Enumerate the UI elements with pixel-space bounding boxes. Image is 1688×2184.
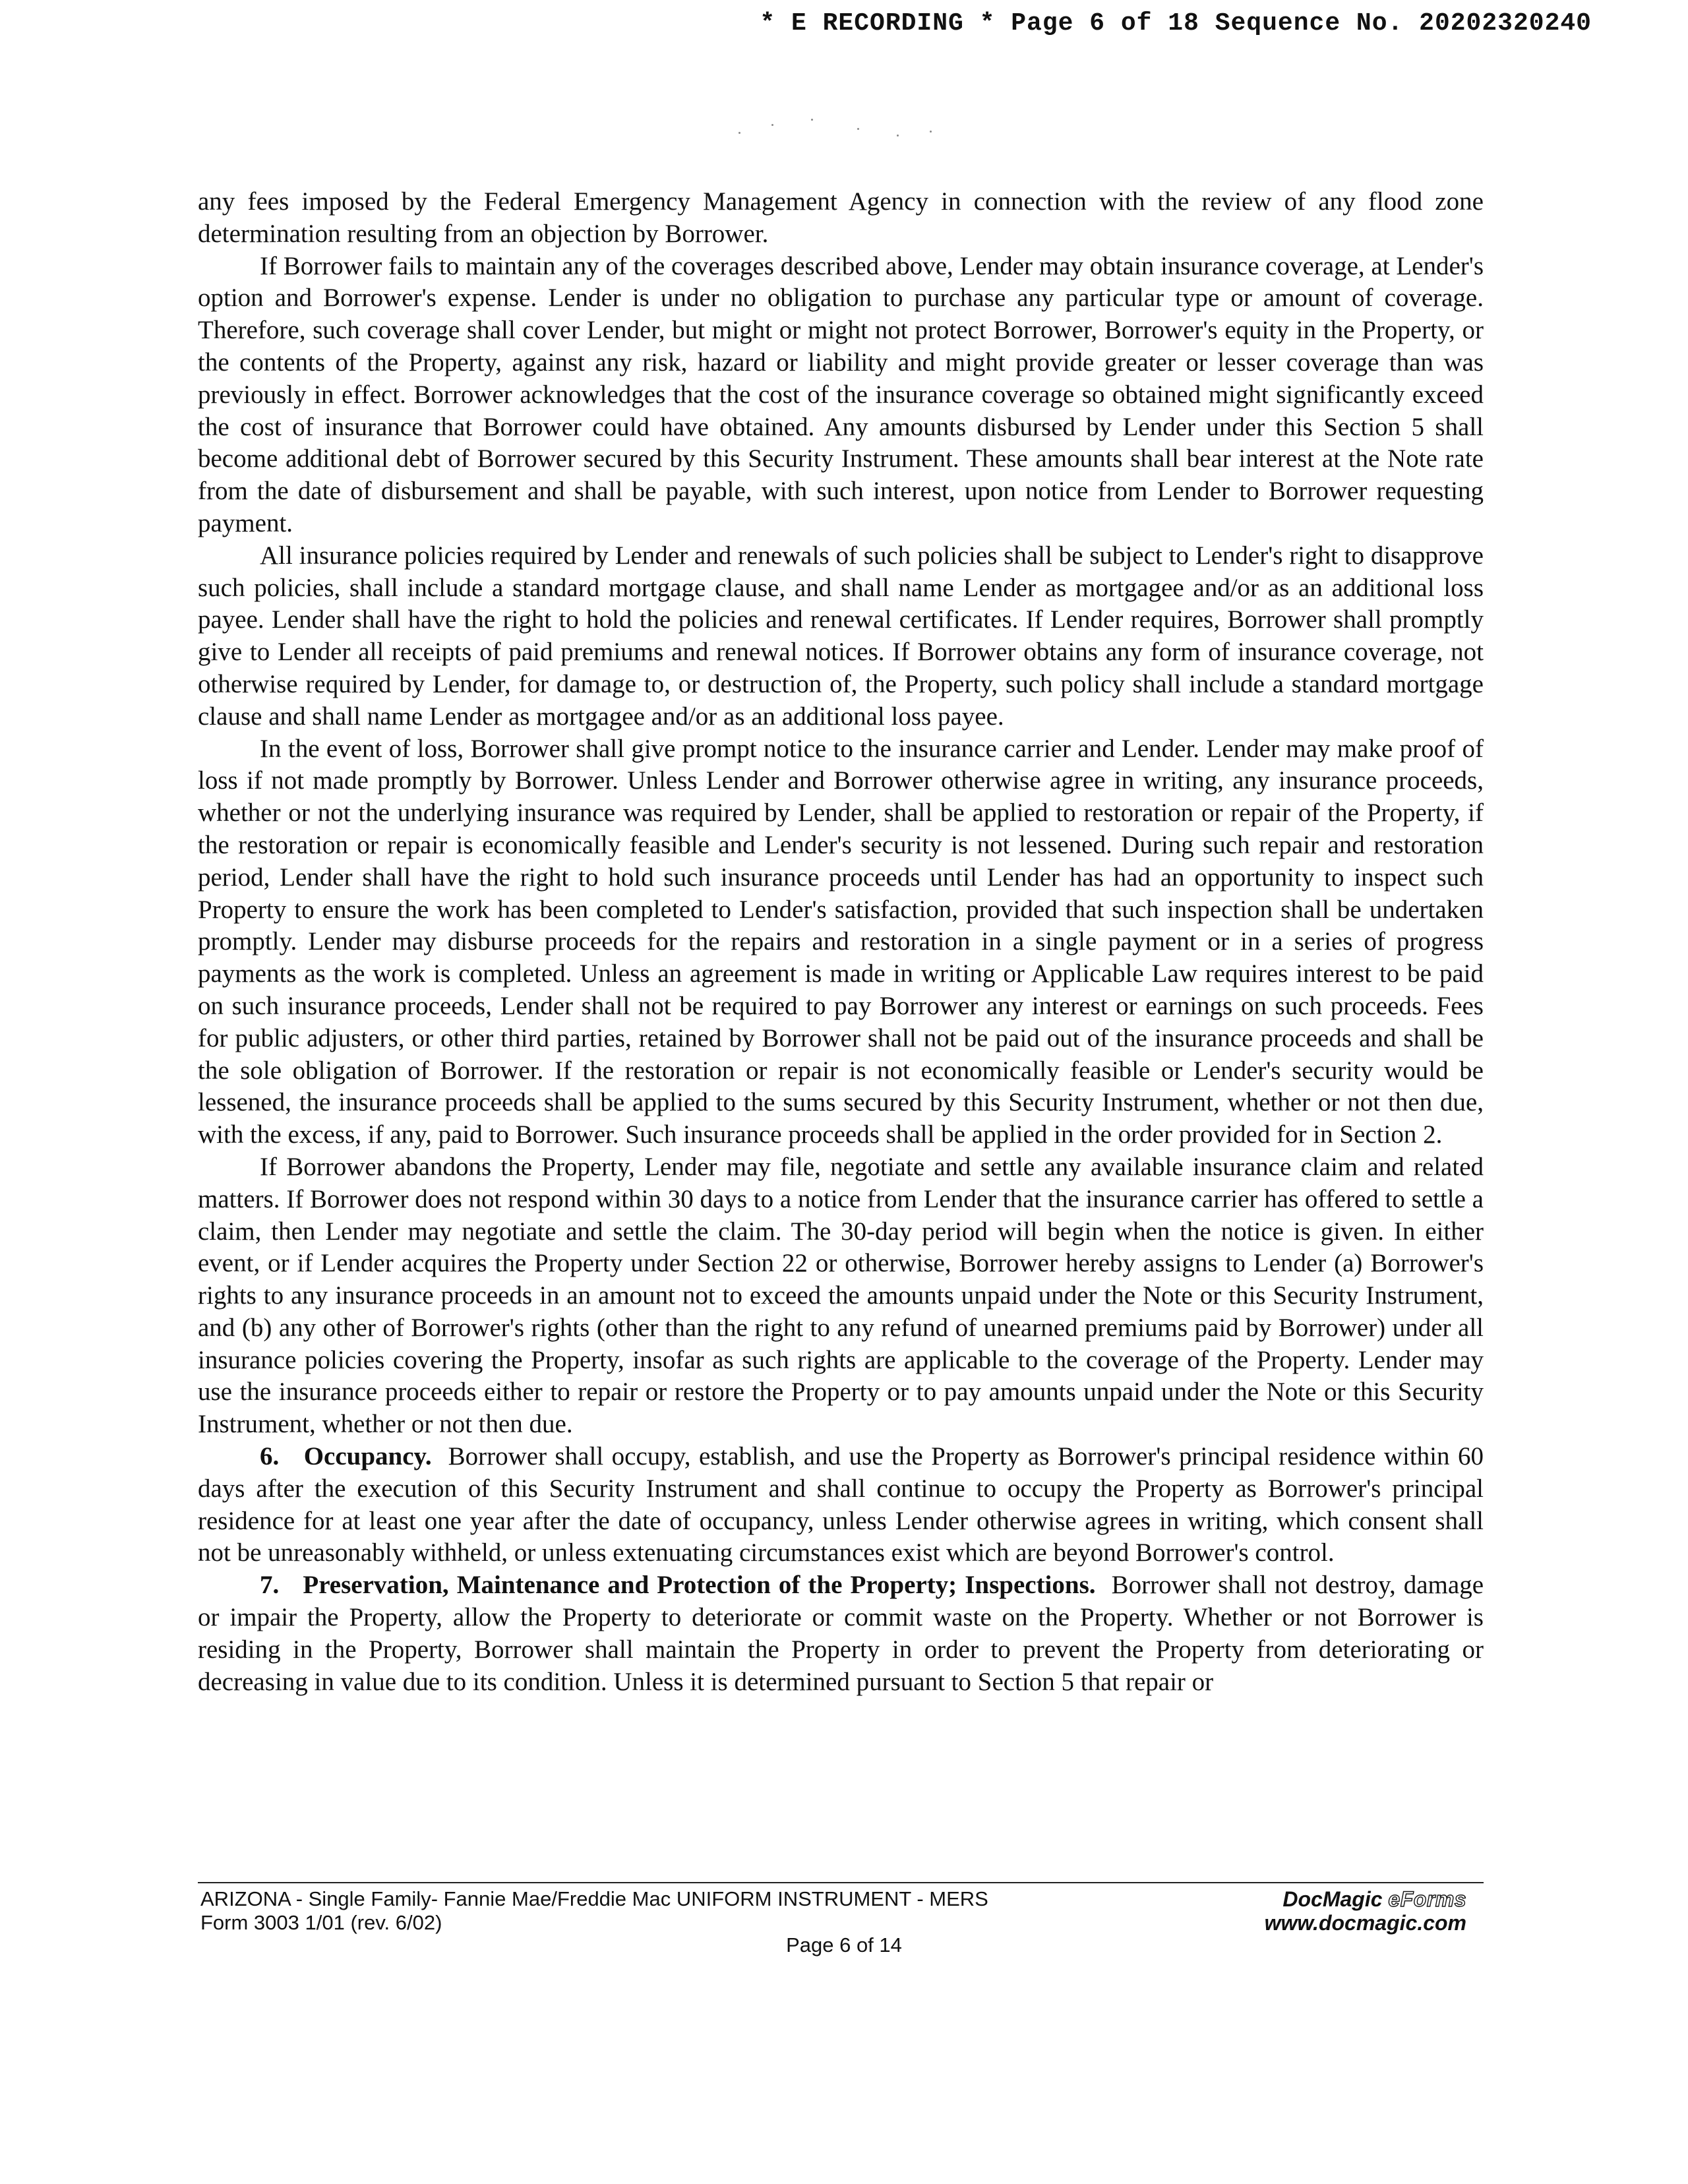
footer-form-title: ARIZONA - Single Family- Fannie Mae/Freddie Mac UNIFORM INSTRUMENT - MERS — [200, 1887, 988, 1910]
section-text: Borrower shall occupy, establish, and use the Property as Borrower's principal residence within 60 days after the execution of this Security Instrument and shall continue to occupy the Property as Borrower's principal residence for at least one year after the date of occupancy, unless Lender otherwise agrees in writing, which consent shall not be unreasonably withheld, or unless extenuating circumstances exist which are beyond Borrower's control. — [198, 1442, 1484, 1567]
brand-eforms: eForms — [1388, 1887, 1466, 1911]
footer-brand — [1265, 1887, 1466, 1935]
recording-header: * E RECORDING * Page 6 of 18 Sequence No. 20202320240 — [760, 9, 1592, 38]
brand-logo — [1265, 1887, 1466, 1911]
scan-speckles — [732, 112, 956, 152]
footer-divider — [198, 1882, 1484, 1883]
paragraph-event-of-loss: In the event of loss, Borrower shall give prompt notice to the insurance carrier and Lender. Lender may make proof of loss if not made promptly by Borrower. Unless Lender and Borrower otherwise agree in writing, any insurance proceeds, whether or not the underlying insurance was required by Lender, shall be applied to restoration or repair of the Property, if the restoration or repair is economically feasible and Lender's security is not lessened. During such repair and restoration period, Lender shall have the right to hold such insurance proceeds until Lender has had an opportunity to inspect such Property to ensure the work has been completed to Lender's satisfaction, provided that such inspection shall be undertaken promptly. Lender may disburse proceeds for the repairs and restoration in a single payment or in a series of progress payments as the work is completed. Unless an agreement is made in writing or Applicable Law requires interest to be paid on such insurance proceeds, Lender shall not be required to pay Borrower any interest or earnings on such proceeds. Fees for public adjusters, or other third parties, retained by Borrower shall not be paid out of the insurance proceeds and shall be the sole obligation of Borrower. If the restoration or repair is not economically feasible or Lender's security would be lessened, the insurance proceeds shall be applied to the sums secured by this Security Instrument, whether or not then due, with the excess, if any, paid to Borrower. Such insurance proceeds shall be applied in the order provided for in Section 2. — [198, 734, 1484, 1149]
section-title: Preservation, Maintenance and Protection of the Property; Inspections. — [303, 1571, 1096, 1600]
section-text: Borrower shall not destroy, damage or impair the Property, allow the Property to deteriorate or commit waste on the Property. Whether or not Borrower is residing in the Property, Borrower shall maintain the Property in order to prevent the Property from deteriorating or decreasing in value due to its condition. Unless it is determined pursuant to Section 5 that repair or — [198, 1571, 1484, 1696]
page-number: Page 6 of 14 — [786, 1933, 902, 1957]
brand-name: DocMagic — [1282, 1887, 1383, 1911]
document-body — [198, 186, 1484, 1698]
paragraph-insurance-policies: All insurance policies required by Lender and renewals of such policies shall be subject to Lender's right to disapprove such policies, shall include a standard mortgage clause, and shall name Lender as mortgagee and/or as an additional loss payee. Lender shall have the right to hold the policies and renewal certificates. If Lender requires, Borrower shall promptly give to Lender all receipts of paid premiums and renewal notices. If Borrower obtains any form of insurance coverage, not otherwise required by Lender, for damage to, or destruction of, the Property, such policy shall include a standard mortgage clause and shall name Lender as mortgagee and/or as an additional loss payee. — [198, 541, 1484, 731]
paragraph-flood-fees: any fees imposed by the Federal Emergency Management Agency in connection with the review of any flood zone determination resulting from an objection by Borrower. — [198, 187, 1484, 248]
paragraph-abandonment: If Borrower abandons the Property, Lender may file, negotiate and settle any available insurance claim and related matters. If Borrower does not respond within 30 days to a notice from Lender that the insurance carrier has offered to settle a claim, then Lender may negotiate and settle the claim. The 30-day period will begin when the notice is given. In either event, or if Lender acquires the Property under Section 22 or otherwise, Borrower hereby assigns to Lender (a) Borrower's rights to any insurance proceeds in an amount not to exceed the amounts unpaid under the Note or this Security Instrument, and (b) any other of Borrower's rights (other than the right to any refund of unearned premiums paid by Borrower) under all insurance policies covering the Property, insofar as such rights are applicable to the coverage of the Property. Lender may use the insurance proceeds either to repair or restore the Property or to pay amounts unpaid under the Note or this Security Instrument, whether or not then due. — [198, 1152, 1484, 1439]
section-preservation — [198, 1569, 1484, 1698]
section-number: 7. — [260, 1571, 280, 1600]
section-title: Occupancy. — [303, 1442, 432, 1471]
footer-form-info — [200, 1887, 988, 1935]
section-occupancy — [198, 1441, 1484, 1569]
paragraph-lender-coverage: If Borrower fails to maintain any of the coverages described above, Lender may obtain insurance coverage, at Lender's option and Borrower's expense. Lender is under no obligation to purchase any particular type or amount of coverage. Therefore, such coverage shall cover Lender, but might or might not protect Borrower, Borrower's equity in the Property, or the contents of the Property, against any risk, hazard or liability and might provide greater or lesser coverage than was previously in effect. Borrower acknowledges that the cost of the insurance coverage so obtained might significantly exceed the cost of insurance that Borrower could have obtained. Any amounts disbursed by Lender under this Section 5 shall become additional debt of Borrower secured by this Security Instrument. These amounts shall bear interest at the Note rate from the date of disbursement and shall be payable, with such interest, upon notice from Lender to Borrower requesting payment. — [198, 251, 1484, 537]
footer-form-number: Form 3003 1/01 (rev. 6/02) — [200, 1911, 442, 1934]
section-number: 6. — [260, 1442, 280, 1471]
brand-url: www.docmagic.com — [1264, 1911, 1466, 1935]
